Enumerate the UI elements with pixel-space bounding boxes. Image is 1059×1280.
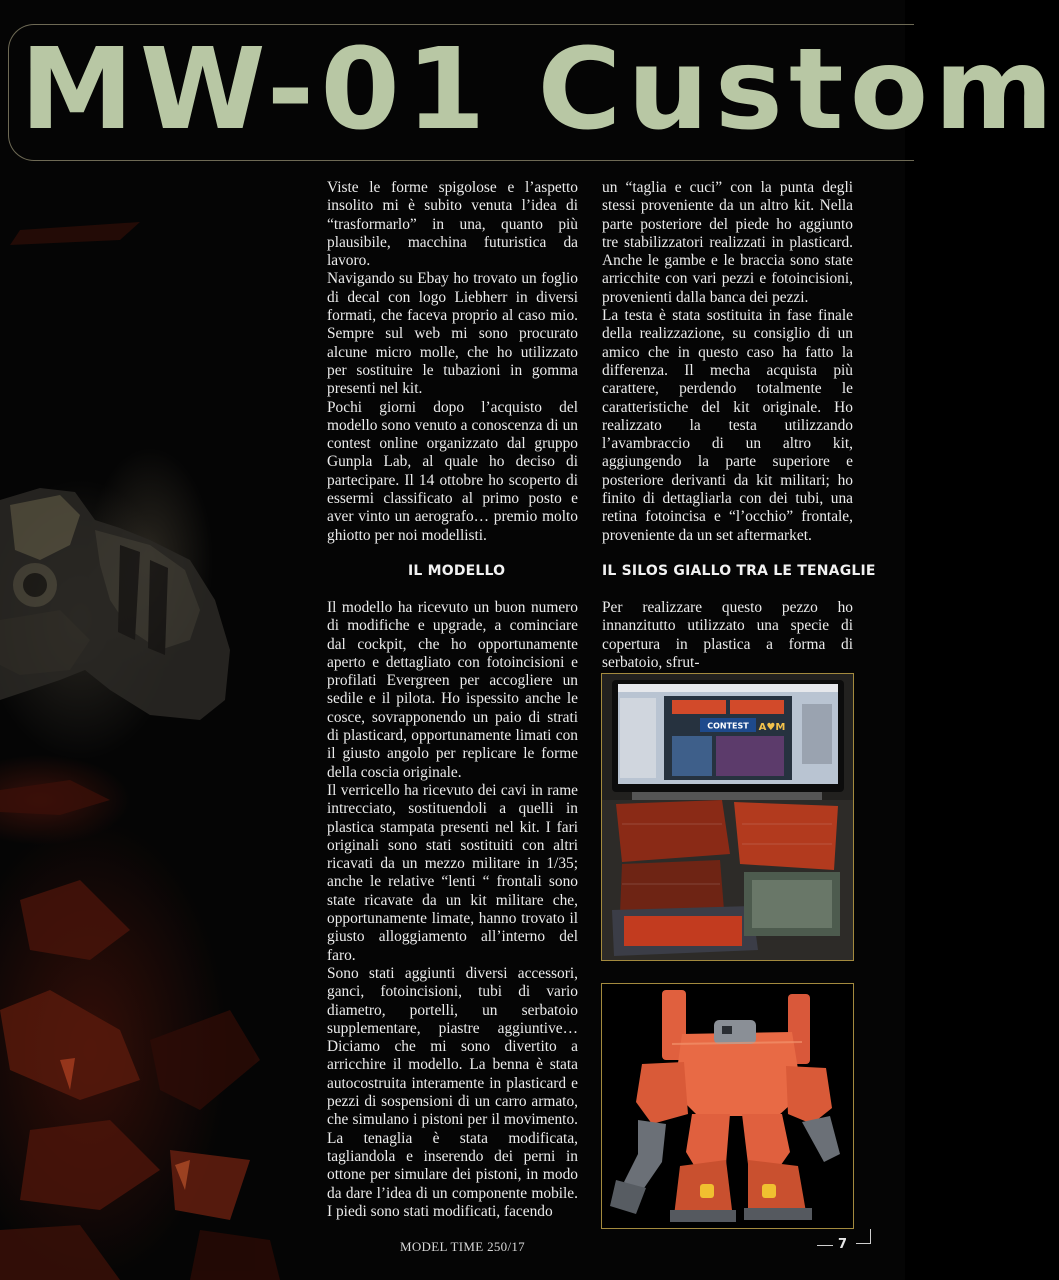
paragraph: Per realizzare questo pezzo ho innanzitutto utilizzato una specie di copertura in plastica a forma di serbatoio, sfrut- — [602, 599, 853, 671]
right-column-bottom — [602, 599, 853, 672]
photo-contest-kit — [601, 673, 854, 961]
right-column-top — [602, 179, 853, 545]
paragraph: Pochi giorni dopo l’acquisto del modello sono venuto a conoscenza di un contest online organizzato dal gruppo Gunpla Lab, al quale ho deciso di partecipare. Il 14 ottobre ho scoperto di essermi classificato al primo posto e aver vinto un aerografo… premio molto ghiotto per noi modellisti. — [327, 398, 578, 544]
paragraph: Viste le forme spigolose e l’aspetto insolito mi è subito venuta l’idea di “trasformarlo” in una, quanto più plausibile, macchina futuristica da lavoro. — [327, 179, 578, 270]
photo-finished-mech-image — [602, 984, 853, 1228]
footer-divider — [817, 1245, 833, 1246]
screen-badge-text: A♥M — [758, 722, 786, 733]
paragraph: Navigando su Ebay ho trovato un foglio di decal con logo Liebherr in diversi formati, che faceva proprio al caso mio. Sempre sul web mi sono procurato alcune micro molle, che ho utilizzato per sostituire le tubazioni in gomma presenti nel kit. — [327, 270, 578, 398]
section-heading-silos: IL SILOS GIALLO TRA LE TENAGLIE — [602, 563, 876, 579]
paragraph: Il verricello ha ricevuto dei cavi in rame intrecciato, sostituendoli a quelli in plastica stampata presenti nel kit. I fari originali sono stati sostituiti con altri ricavati da un mezzo militare in 1/35; anche le relative “lenti “ frontali sono state ricavate da un kit militare che, opportunamente limate, hanno trovato il giusto alloggiamento all’interno del faro. — [327, 781, 578, 964]
red-debris — [0, 222, 280, 1280]
left-column-top — [327, 179, 578, 545]
paragraph: La testa è stata sostituita in fase finale della realizzazione, su consiglio di un amico che in questo caso ha fatto la differenza. Il mecha acquista più carattere, perdendo totalmente le caratteristiche del kit originale. Ho realizzato la testa utilizzando l’avambraccio di un altro kit, aggiungendo la parte superiore e posteriore derivanti da kit militari; ho finito di dettagliarla con dei tubi, una retina fotoincisa e “l’occhio” frontale, proveniente da un set aftermarket. — [602, 307, 853, 544]
photo-finished-mech — [601, 983, 854, 1229]
mech-arm-silhouette — [0, 488, 230, 720]
photo-contest-kit-image — [602, 674, 853, 960]
left-column-bottom — [327, 599, 578, 1221]
screen-banner-text: CONTEST — [707, 721, 749, 731]
paragraph: Il modello ha ricevuto un buon numero di modifiche e upgrade, a cominciare dal cockpit, che ho opportunamente aperto e dettagliato con fotoincisioni e profilati Evergreen per accogliere un sedile e il pilota. Ho ispessito anche le cosce, sovrapponendo un paio di strati di plasticard, opportunamente limati con il giusto angolo per replicare le forme della coscia originale. — [327, 599, 578, 781]
section-heading-model: IL MODELLO — [408, 563, 506, 579]
corner-mark — [856, 1229, 871, 1244]
paragraph: Sono stati aggiunti diversi accessori, ganci, fotoincisioni, tubi di vario diametro, portelli, un serbatoio supplementare, piastre aggiuntive… Diciamo che mi sono divertito a arricchire il modello. La benna è stata autocostruita interamente in plasticard e pezzi di sospensioni di un carro armato, che simulano i pistoni per il movimento. La tenaglia è stata modificata, tagliandola e inserendo dei perni in ottone per simulare dei pistoni, in modo da dare l’idea di un componente mobile. I piedi sono stati modificati, facendo — [327, 964, 578, 1220]
footer-magazine: MODEL TIME 250/17 — [400, 1239, 525, 1254]
background-artwork — [0, 0, 300, 1280]
article-title: MW-01 Custom — [20, 25, 1059, 155]
page-number: 7 — [838, 1237, 848, 1252]
paragraph: un “taglia e cuci” con la punta degli stessi proveniente da un altro kit. Nella parte posteriore del piede ho aggiunto tre stabilizzatori realizzati in plasticard. Anche le gambe e le braccia sono state arricchite con vari pezzi e fotoincisioni, provenienti dalla banca dei pezzi. — [602, 179, 853, 306]
